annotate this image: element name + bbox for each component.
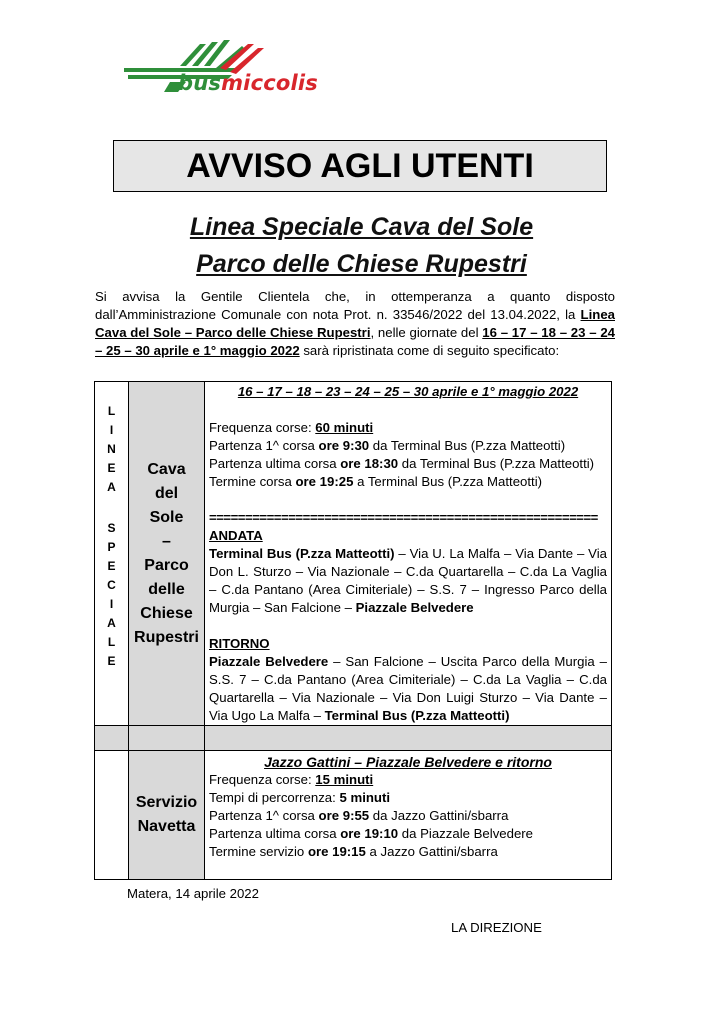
separator: ====================================================== [209, 510, 598, 525]
subtitle-line1: Linea Speciale Cava del Sole [189, 213, 534, 241]
line-name-part: Chiese [140, 605, 193, 622]
shuttle-details-cell [205, 751, 612, 880]
line-name-part: Cava [147, 461, 186, 478]
spacer-row [95, 726, 612, 751]
intro-line-name: Linea Cava del Sole – Parco delle Chiese Rupestri [95, 307, 615, 340]
shuttle-end: Termine servizio ore 19:15 a Jazzo Gattini/sbarra [209, 844, 498, 859]
logo-bus: bus [178, 71, 222, 95]
shuttle-first-departure: Partenza 1^ corsa ore 9:55 da Jazzo Gattini/sbarra [209, 808, 509, 823]
line-last-departure: Partenza ultima corsa ore 18:30 da Terminal Bus (P.zza Matteotti) [209, 456, 595, 471]
v-letter: I [109, 423, 114, 437]
line-dates-header: 16 – 17 – 18 – 23 – 24 – 25 – 30 aprile e 1° maggio 2022 [237, 384, 579, 399]
shuttle-name-part: Navetta [137, 818, 196, 835]
line-first-departure: Partenza 1^ corsa ore 9:30 da Terminal Bus (P.zza Matteotti) [209, 438, 566, 453]
v-letter: I [109, 597, 114, 611]
line-name-part: Parco [144, 557, 189, 574]
shuttle-name [129, 751, 204, 839]
line-name-part: – [162, 533, 171, 550]
intro-text-2: , nelle giornate del [370, 325, 483, 340]
v-letter: E [107, 461, 116, 475]
subtitle-line2: Parco delle Chiese Rupestri [196, 250, 527, 278]
v-letter: N [107, 442, 116, 456]
v-letter: E [107, 654, 116, 668]
line-name-part: delle [148, 581, 185, 598]
line-name [129, 382, 204, 650]
footer-signature: LA DIREZIONE [451, 920, 542, 935]
line-name-cell [129, 382, 205, 726]
v-letter: L [107, 404, 116, 418]
line-details-cell [205, 382, 612, 726]
schedule-table [94, 381, 612, 880]
logo-miccolis: miccolis [221, 71, 318, 95]
line-row [95, 382, 612, 726]
notice-title-text: AVVISO AGLI UTENTI [186, 146, 534, 185]
ritorno-label: RITORNO [209, 636, 270, 651]
vertical-label-cell [95, 382, 129, 726]
v-letter: A [107, 480, 116, 494]
line-name-part: Rupestri [134, 629, 199, 646]
line-frequency: Frequenza corse: 60 minuti [209, 420, 374, 435]
line-name-part: Sole [149, 509, 184, 526]
v-letter: S [107, 521, 116, 535]
footer-date: Matera, 14 aprile 2022 [127, 886, 259, 901]
v-letter: A [107, 616, 116, 630]
ritorno-route: Piazzale Belvedere – San Falcione – Uscita Parco della Murgia – S.S. 7 – C.da Pantano (Area Cimiteriale) – C.da La Vaglia – C.da Quartarella – Via Nazionale – Via Don Luigi Sturzo – Via Dante – Via Ugo La Malfa – Terminal Bus (P.zza Matteotti) [209, 654, 607, 723]
line-name-part: del [154, 485, 179, 502]
intro-text-3: sarà ripristinata come di seguito specificato: [299, 343, 560, 358]
shuttle-header: Jazzo Gattini – Piazzale Belvedere e ritorno [264, 754, 552, 770]
intro-text-1: Si avvisa la Gentile Clientela che, in ottemperanza a quanto disposto dall’Amministrazione Comunale con nota Prot. n. 33546/2022 del 13.04.2022, la [95, 289, 615, 322]
shuttle-frequency: Frequenza corse: 15 minuti [209, 772, 374, 787]
shuttle-row [95, 751, 612, 880]
logo-wordmark [178, 73, 318, 94]
v-letter: E [107, 559, 116, 573]
intro-paragraph [95, 288, 615, 360]
shuttle-name-cell [129, 751, 205, 880]
andata-label: ANDATA [209, 528, 263, 543]
line-end: Termine corsa ore 19:25 a Terminal Bus (P.zza Matteotti) [209, 474, 543, 489]
shuttle-name-part: Servizio [135, 794, 198, 811]
v-letter: L [107, 635, 116, 649]
v-letter: C [107, 578, 116, 592]
intro-dates: 16 – 17 – 18 – 23 – 24 – 25 – 30 aprile e 1° maggio 2022 [95, 325, 615, 358]
shuttle-last-departure: Partenza ultima corsa ore 19:10 da Piazzale Belvedere [209, 826, 534, 841]
notice-title [113, 140, 607, 192]
vertical-label [95, 382, 128, 671]
andata-route: Terminal Bus (P.zza Matteotti) – Via U. La Malfa – Via Dante – Via Don L. Sturzo – Via Nazionale – C.da Quartarella – C.da La Vaglia – C.da Pantano (Area Cimiteriale) – S.S. 7 – Ingresso Parco della Murgia – San Falcione – Piazzale Belvedere [209, 546, 607, 615]
shuttle-travel-time: Tempi di percorrenza: 5 minuti [209, 790, 391, 805]
v-letter: P [107, 540, 116, 554]
